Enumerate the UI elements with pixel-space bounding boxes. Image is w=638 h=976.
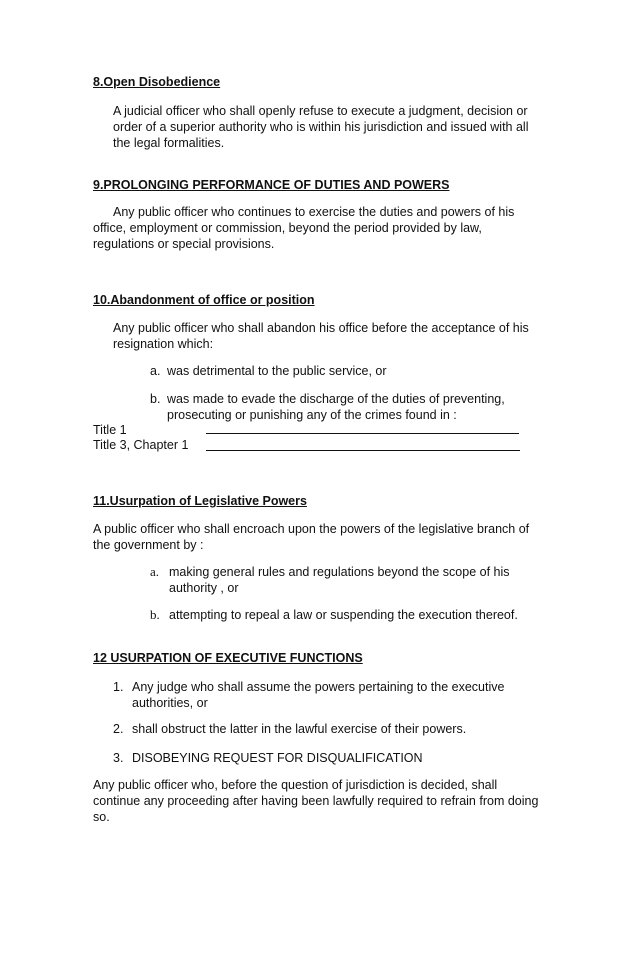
section-8-heading: 8.Open Disobedience bbox=[93, 75, 221, 89]
title-1-label: Title 1 bbox=[93, 423, 127, 437]
list-item-text: attempting to repeal a law or suspending the execution thereof. bbox=[169, 608, 518, 622]
section-12-paragraph bbox=[93, 777, 538, 825]
section-12-heading: 12 USURPATION OF EXECUTIVE FUNCTIONS bbox=[93, 651, 363, 665]
list-marker: 1. bbox=[113, 680, 124, 694]
blank-line-title-3 bbox=[206, 450, 520, 451]
section-10-heading: 10.Abandonment of office or position bbox=[93, 293, 315, 307]
blank-line-title-1 bbox=[206, 433, 519, 434]
section-12-item-1 bbox=[113, 679, 505, 710]
list-item-text: authorities, or bbox=[132, 696, 208, 710]
list-item-text: DISOBEYING REQUEST FOR DISQUALIFICATION bbox=[132, 751, 423, 765]
section-9-heading: 9.PROLONGING PERFORMANCE OF DUTIES AND POWERS bbox=[93, 178, 450, 192]
section-12-item-2 bbox=[113, 721, 467, 737]
section-8-line-3: the legal formalities. bbox=[113, 136, 225, 150]
list-marker: b. bbox=[150, 392, 161, 406]
list-item-text: making general rules and regulations beyond the scope of his bbox=[169, 565, 510, 579]
section-12-para-line-1: Any public officer who, before the question of jurisdiction is decided, shall bbox=[93, 778, 498, 792]
section-9-line-1: Any public officer who continues to exercise the duties and powers of his bbox=[113, 205, 515, 219]
section-10-item-b bbox=[150, 391, 505, 422]
section-10-line-2: resignation which: bbox=[113, 337, 214, 351]
section-8-body bbox=[113, 103, 528, 151]
section-8-line-1: A judicial officer who shall openly refuse to execute a judgment, decision or bbox=[113, 104, 528, 118]
list-marker: a. bbox=[150, 364, 161, 378]
list-item-text: was detrimental to the public service, or bbox=[167, 364, 387, 378]
list-marker: 3. bbox=[113, 751, 124, 765]
list-marker: a. bbox=[150, 564, 160, 579]
list-item-text: Any judge who shall assume the powers pertaining to the executive bbox=[132, 680, 505, 694]
list-marker: b. bbox=[150, 607, 160, 622]
section-10-item-a bbox=[150, 363, 387, 379]
list-marker: 2. bbox=[113, 722, 124, 736]
list-item-text: shall obstruct the latter in the lawful exercise of their powers. bbox=[132, 722, 467, 736]
section-10-line-1: Any public officer who shall abandon his office before the acceptance of his bbox=[113, 321, 529, 335]
section-12-item-3 bbox=[113, 750, 423, 766]
section-10-body bbox=[113, 320, 529, 352]
list-item-text: authority , or bbox=[169, 581, 239, 595]
section-11-item-b bbox=[150, 607, 518, 623]
section-12-para-line-2: continue any proceeding after having been lawfully required to refrain from doing bbox=[93, 794, 539, 808]
list-item-text: prosecuting or punishing any of the crimes found in : bbox=[167, 408, 457, 422]
section-11-heading: 11.Usurpation of Legislative Powers bbox=[93, 494, 307, 508]
title-3-chapter-1-label: Title 3, Chapter 1 bbox=[93, 438, 189, 452]
section-9-line-2: office, employment or commission, beyond the period provided by law, bbox=[93, 221, 482, 235]
section-9-line-3: regulations or special provisions. bbox=[93, 237, 275, 251]
section-12-para-line-3: so. bbox=[93, 810, 110, 824]
list-item-text: was made to evade the discharge of the duties of preventing, bbox=[167, 392, 505, 406]
section-8-line-2: order of a superior authority who is within his jurisdiction and issued with all bbox=[113, 120, 529, 134]
section-11-line-1: A public officer who shall encroach upon the powers of the legislative branch of bbox=[93, 522, 530, 536]
section-11-item-a bbox=[150, 564, 510, 595]
section-11-line-2: the government by : bbox=[93, 538, 204, 552]
section-11-body bbox=[93, 521, 529, 553]
